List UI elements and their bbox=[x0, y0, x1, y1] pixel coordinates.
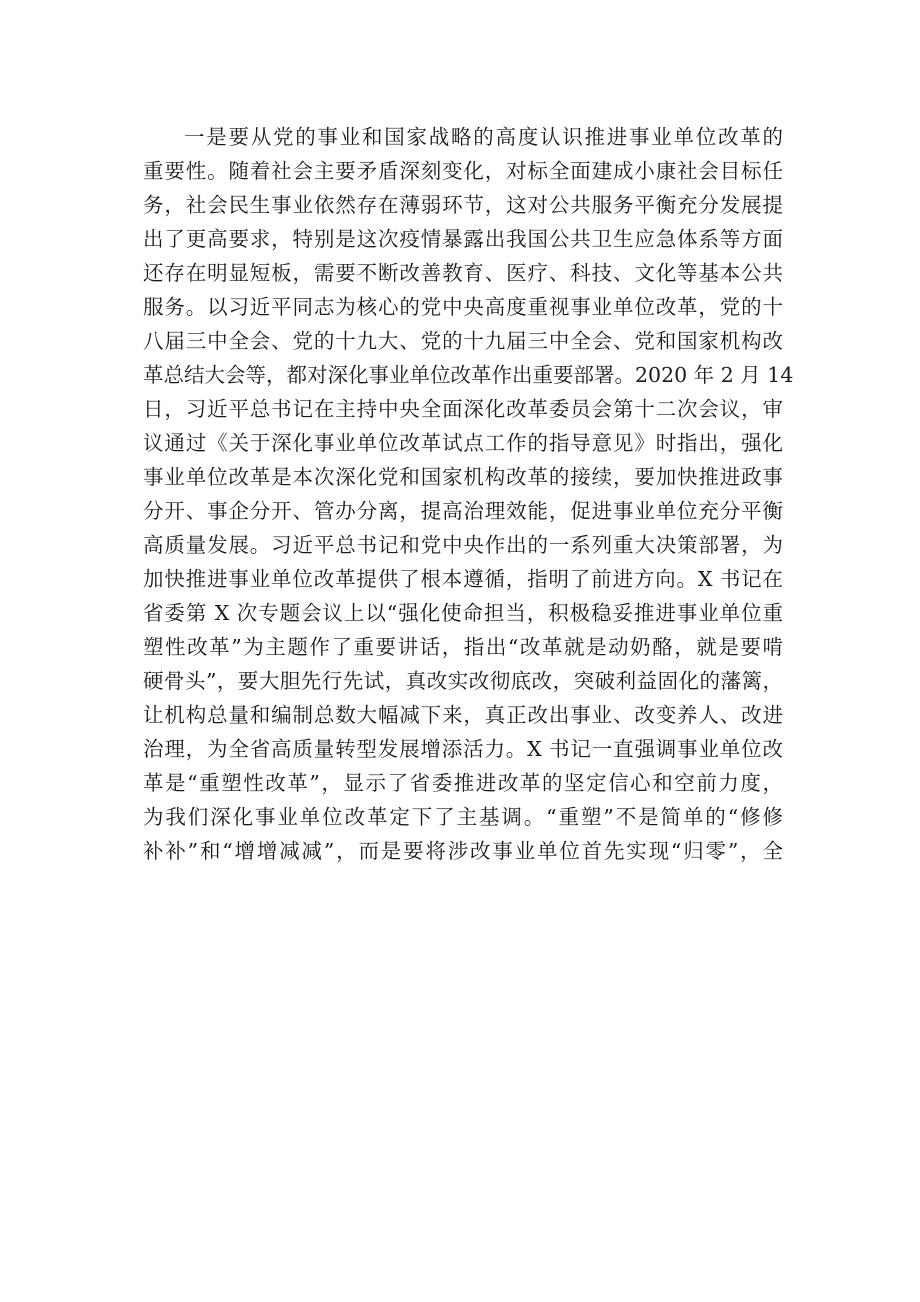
text-line: 事业单位改革是本次深化党和国家机构改革的接续，要加快推进政事 bbox=[143, 465, 783, 489]
text-line: 日，习近平总书记在主持中央全面深化改革委员会第十二次会议，审 bbox=[143, 397, 783, 421]
text-line: 硬骨头”，要大胆先行先试，真改实改彻底改，突破利益固化的藩篱， bbox=[143, 669, 783, 693]
text-line: 高质量发展。习近平总书记和党中央作出的一系列重大决策部署，为 bbox=[143, 533, 783, 557]
text-line: 革是“重塑性改革”，显示了省委推进改革的坚定信心和空前力度， bbox=[143, 771, 783, 795]
text-line: 八届三中全会、党的十九大、党的十九届三中全会、党和国家机构改 bbox=[143, 329, 783, 353]
text-line: 务，社会民生事业依然存在薄弱环节，这对公共服务平衡充分发展提 bbox=[143, 193, 783, 217]
text-line: 加快推进事业单位改革提供了根本遵循，指明了前进方向。X 书记在 bbox=[143, 567, 783, 591]
text-line: 革总结大会等，都对深化事业单位改革作出重要部署。2020 年 2 月 14 bbox=[143, 363, 794, 387]
text-line: 省委第 X 次专题会议上以“强化使命担当，积极稳妥推进事业单位重 bbox=[143, 601, 783, 625]
text-line: 塑性改革”为主题作了重要讲话，指出“改革就是动奶酪，就是要啃 bbox=[143, 635, 783, 659]
text-line: 服务。以习近平同志为核心的党中央高度重视事业单位改革，党的十 bbox=[143, 295, 783, 319]
text-line: 治理，为全省高质量转型发展增添活力。X 书记一直强调事业单位改 bbox=[143, 737, 783, 761]
text-line: 议通过《关于深化事业单位改革试点工作的指导意见》时指出，强化 bbox=[143, 431, 783, 455]
text-line: 出了更高要求，特别是这次疫情暴露出我国公共卫生应急体系等方面 bbox=[143, 227, 783, 251]
body-paragraph bbox=[143, 120, 794, 868]
text-line: 让机构总量和编制总数大幅减下来，真正改出事业、改变养人、改进 bbox=[143, 703, 783, 727]
text-line: 分开、事企分开、管办分离，提高治理效能，促进事业单位充分平衡 bbox=[143, 499, 783, 523]
text-line: 还存在明显短板，需要不断改善教育、医疗、科技、文化等基本公共 bbox=[143, 261, 783, 285]
text-line: 一是要从党的事业和国家战略的高度认识推进事业单位改革的 bbox=[184, 125, 783, 149]
text-line: 补补”和“增增减减”，而是要将涉改事业单位首先实现“归零”，全 bbox=[143, 839, 783, 863]
text-line: 为我们深化事业单位改革定下了主基调。“重塑”不是简单的“修修 bbox=[143, 805, 783, 829]
text-line: 重要性。随着社会主要矛盾深刻变化，对标全面建成小康社会目标任 bbox=[143, 159, 783, 183]
